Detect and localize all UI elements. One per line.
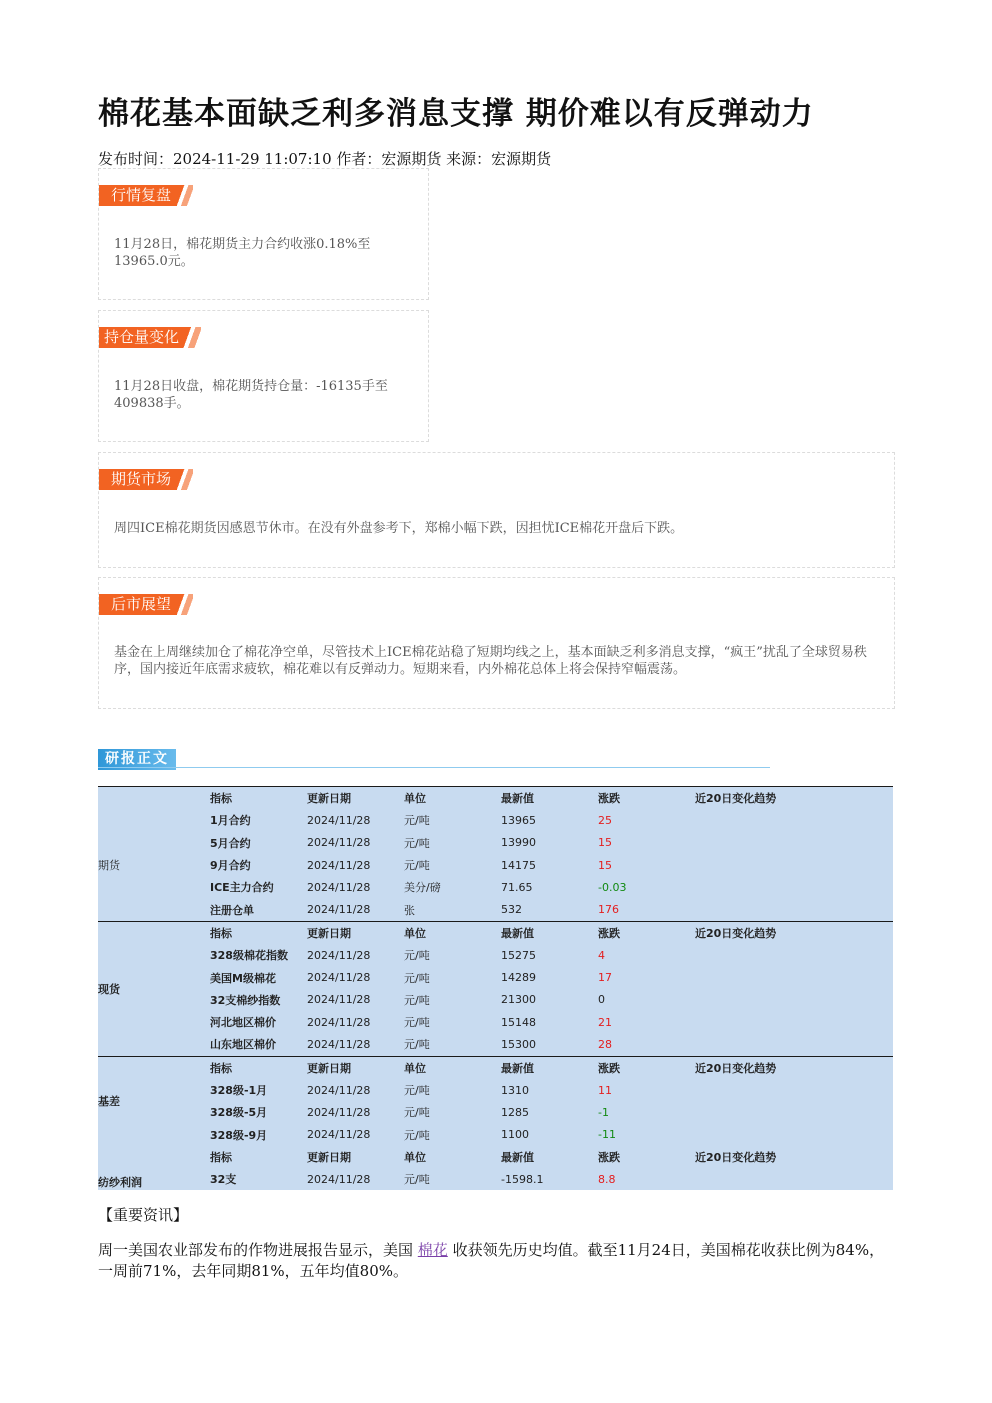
cell-unit: 元/吨 — [404, 859, 430, 873]
cell-value: 1310 — [501, 1083, 529, 1097]
section-outlook — [98, 577, 895, 709]
header-cell: 单位 — [404, 1056, 501, 1079]
cell-change: 15 — [598, 858, 612, 872]
table-row — [98, 1033, 893, 1056]
cell-change: 15 — [598, 836, 612, 850]
trend-cell — [695, 898, 893, 921]
paragraph-text: 收获领先历史均值。截至11月24日，美国棉花收获比例为84%，一周前71%，去年同期81%，五年均值80%。 — [98, 1241, 885, 1280]
table-row — [98, 1101, 893, 1123]
cell-unit: 元/吨 — [404, 993, 430, 1007]
header-cell: 更新日期 — [307, 1150, 351, 1164]
cell-name: 山东地区棉价 — [210, 1038, 276, 1052]
header-cell: 更新日期 — [307, 787, 404, 810]
section-tag: 后市展望 — [99, 594, 193, 615]
header-cell: 单位 — [404, 787, 501, 810]
header-cell: 最新值 — [501, 1150, 534, 1164]
section-text: 基金在上周继续加仓了棉花净空单，尽管技术上ICE棉花站稳了短期均线之上，基本面缺乏利多消息支撑，“疯王”扰乱了全球贸易秩序，国内接近年底需求疲软，棉花难以有反弹动力。短期来看，内外棉花总体上将会保持窄幅震荡。 — [114, 645, 867, 677]
table-header-row — [98, 1146, 893, 1168]
cell-name: 328级-5月 — [210, 1106, 268, 1120]
cell-change: -11 — [598, 1128, 616, 1142]
cell-value: 13990 — [501, 836, 536, 850]
cell-unit: 元/吨 — [404, 1016, 430, 1030]
cell-name: ICE主力合约 — [210, 881, 274, 895]
header-cell: 指标 — [210, 787, 307, 810]
cell-date: 2024/11/28 — [307, 1105, 371, 1119]
cell-name: 9月合约 — [210, 859, 251, 873]
cell-value: 532 — [501, 903, 522, 917]
table-row — [98, 1011, 893, 1033]
header-cell: 涨跌 — [598, 1056, 695, 1079]
paragraph-text: 周一美国农业部发布的作物进展报告显示，美国 — [98, 1241, 418, 1259]
table-row — [98, 1079, 893, 1101]
header-cell: 指标 — [210, 921, 307, 944]
cell-unit: 张 — [404, 903, 415, 917]
trend-cell — [695, 1123, 893, 1145]
header-cell: 近20日变化趋势 — [695, 1150, 777, 1164]
trend-cell — [695, 1168, 893, 1190]
cell-name: 328级-1月 — [210, 1084, 268, 1097]
cell-value: 1285 — [501, 1105, 529, 1119]
cell-value: 1100 — [501, 1128, 529, 1142]
important-news-paragraph — [98, 1240, 888, 1282]
cell-date: 2024/11/28 — [307, 836, 371, 850]
cell-change: 176 — [598, 903, 619, 917]
cell-date: 2024/11/28 — [307, 993, 371, 1007]
trend-cell — [695, 966, 893, 988]
section-tag: 期货市场 — [99, 469, 193, 490]
section-text: 周四ICE棉花期货因感恩节休市。在没有外盘参考下，郑棉小幅下跌，因担忧ICE棉花开盘后下跌。 — [114, 521, 684, 536]
cell-date: 2024/11/28 — [307, 1015, 371, 1029]
cell-date: 2024/11/28 — [307, 1037, 371, 1051]
cell-date: 2024/11/28 — [307, 880, 371, 894]
group-label: 基差 — [98, 1056, 210, 1146]
trend-cell — [695, 809, 893, 831]
table-row — [98, 1123, 893, 1145]
cell-date: 2024/11/28 — [307, 1172, 371, 1186]
cell-change: -1 — [598, 1105, 609, 1119]
cell-change: 17 — [598, 971, 612, 985]
cell-unit: 元/吨 — [404, 949, 430, 963]
cell-value: 15148 — [501, 1015, 536, 1029]
header-cell: 涨跌 — [598, 921, 695, 944]
cell-unit: 元/吨 — [404, 1128, 430, 1142]
header-cell: 最新值 — [501, 1056, 598, 1079]
section-tag: 持仓量变化 — [99, 327, 201, 348]
cell-date: 2024/11/28 — [307, 1128, 371, 1142]
research-tag: 研报正文 — [98, 749, 176, 770]
section-text: 11月28日收盘，棉花期货持仓量：-16135手至409838手。 — [114, 379, 388, 411]
article-title: 棉花基本面缺乏利多消息支撑 期价难以有反弹动力 — [98, 96, 814, 132]
table-row — [98, 1168, 893, 1190]
table-row — [98, 854, 893, 876]
trend-cell — [695, 989, 893, 1011]
trend-cell — [695, 854, 893, 876]
cell-date: 2024/11/28 — [307, 858, 371, 872]
table-row — [98, 809, 893, 831]
cell-name: 美国M级棉花 — [210, 971, 276, 985]
header-cell: 更新日期 — [307, 1056, 404, 1079]
header-cell: 单位 — [404, 921, 501, 944]
cell-date: 2024/11/28 — [307, 1083, 371, 1097]
table-header-row — [98, 921, 893, 944]
header-cell: 最新值 — [501, 787, 598, 810]
cell-name: 5月合约 — [210, 836, 251, 850]
section-open-interest — [98, 310, 429, 442]
header-cell: 涨跌 — [598, 787, 695, 810]
cell-unit: 元/吨 — [404, 836, 430, 850]
group-label: 现货 — [98, 921, 210, 1056]
section-futures-market — [98, 452, 895, 568]
cell-name: 328级-9月 — [210, 1128, 268, 1142]
cell-value: 15275 — [501, 948, 536, 962]
cell-date: 2024/11/28 — [307, 971, 371, 985]
header-cell: 近20日变化趋势 — [695, 921, 893, 944]
trend-cell — [695, 1033, 893, 1056]
table-row — [98, 876, 893, 898]
cell-unit: 元/吨 — [404, 1084, 430, 1097]
table-row — [98, 832, 893, 854]
cell-change: 0 — [598, 993, 605, 1007]
cell-change: 8.8 — [598, 1172, 616, 1186]
table-header-row — [98, 1056, 893, 1079]
cell-value: 13965 — [501, 813, 536, 827]
header-cell: 更新日期 — [307, 921, 404, 944]
cell-unit: 美分/磅 — [404, 881, 441, 895]
cell-name: 32支 — [210, 1173, 237, 1187]
trend-cell — [695, 1079, 893, 1101]
cell-value: 71.65 — [501, 880, 533, 894]
cell-unit: 元/吨 — [404, 1173, 430, 1187]
table-row — [98, 898, 893, 921]
cell-name: 1月合约 — [210, 814, 251, 828]
header-cell: 指标 — [210, 1150, 232, 1164]
article-meta: 发布时间：2024-11-29 11:07:10 作者：宏源期货 来源：宏源期货 — [98, 150, 552, 168]
header-cell: 近20日变化趋势 — [695, 787, 893, 810]
cell-change: 28 — [598, 1037, 612, 1051]
cell-change: 4 — [598, 948, 605, 962]
cell-value: -1598.1 — [501, 1172, 544, 1186]
header-cell: 近20日变化趋势 — [695, 1056, 893, 1079]
group-label: 纺纱利润 — [98, 1176, 142, 1190]
research-divider — [98, 767, 770, 768]
table-row — [98, 966, 893, 988]
cell-date: 2024/11/28 — [307, 948, 371, 962]
trend-cell — [695, 876, 893, 898]
cell-name: 河北地区棉价 — [210, 1016, 276, 1030]
cell-unit: 元/吨 — [404, 1106, 430, 1120]
section-market-review — [98, 168, 429, 300]
cell-name: 32支棉纱指数 — [210, 993, 281, 1007]
trend-cell — [695, 1011, 893, 1033]
section-text: 11月28日，棉花期货主力合约收涨0.18%至13965.0元。 — [114, 237, 371, 269]
cell-date: 2024/11/28 — [307, 813, 371, 827]
table-row — [98, 989, 893, 1011]
cell-value: 15300 — [501, 1037, 536, 1051]
trend-cell — [695, 1101, 893, 1123]
cell-change: 21 — [598, 1015, 612, 1029]
table-row — [98, 944, 893, 966]
important-news-title: 【重要资讯】 — [98, 1206, 189, 1224]
table-header-row — [98, 787, 893, 810]
cell-name: 328级棉花指数 — [210, 949, 288, 963]
header-cell: 单位 — [404, 1150, 426, 1164]
header-cell: 涨跌 — [598, 1150, 620, 1164]
cell-value: 21300 — [501, 993, 536, 1007]
cell-value: 14289 — [501, 971, 536, 985]
header-cell: 最新值 — [501, 921, 598, 944]
cell-change: 11 — [598, 1083, 612, 1097]
header-cell: 指标 — [210, 1056, 307, 1079]
blank-cell — [98, 787, 210, 810]
cell-change: 25 — [598, 813, 612, 827]
cell-value: 14175 — [501, 858, 536, 872]
cell-unit: 元/吨 — [404, 971, 430, 985]
cell-unit: 元/吨 — [404, 814, 430, 828]
trend-cell — [695, 832, 893, 854]
cell-date: 2024/11/28 — [307, 903, 371, 917]
group-label: 期货 — [98, 859, 120, 873]
cell-change: -0.03 — [598, 880, 627, 894]
cotton-link[interactable]: 棉花 — [417, 1241, 448, 1259]
research-table — [98, 786, 893, 1190]
section-tag: 行情复盘 — [99, 185, 193, 206]
cell-unit: 元/吨 — [404, 1038, 430, 1052]
cell-name: 注册仓单 — [210, 903, 254, 917]
trend-cell — [695, 944, 893, 966]
